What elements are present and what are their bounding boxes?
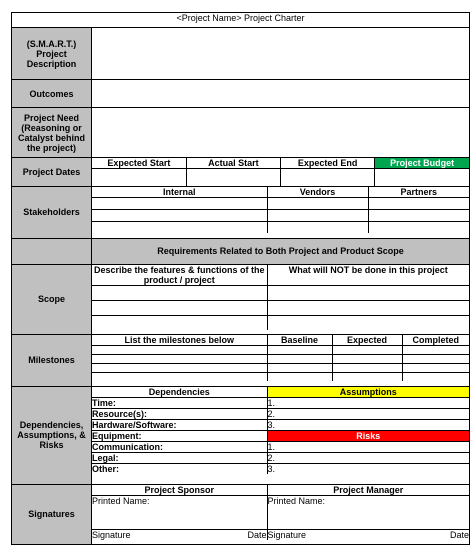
assumption-item[interactable]: 1. [267,397,469,408]
dependencies-header: Dependencies [92,387,267,398]
expected-header: Expected [332,335,402,346]
manager-signature-label: Signature [267,529,307,540]
scope-features-header: Describe the features & functions of the product / project [92,265,267,286]
milestone-cell[interactable] [267,345,332,354]
label-scope: Scope [12,264,92,334]
stakeholders-grid [92,187,469,234]
project-sponsor-header: Project Sponsor [92,485,267,496]
milestone-cell[interactable] [332,345,402,354]
manager-signature-line[interactable] [267,529,469,540]
charter-table [11,12,470,545]
milestone-cell[interactable] [267,363,332,372]
internal-header: Internal [92,187,267,198]
milestone-cell[interactable] [92,354,267,363]
sponsor-printed-name-field[interactable] [92,495,267,529]
dependency-legal: Legal: [92,452,267,463]
dependency-other: Other: [92,463,267,474]
milestone-cell[interactable] [402,372,469,381]
risk-item[interactable]: 3. [267,463,469,474]
scope-grid [92,265,469,331]
scope-cell[interactable] [267,300,469,315]
scope-cell[interactable] [267,315,469,330]
stakeholder-cell[interactable] [368,221,469,233]
label-smart: (S.M.A.R.T.) Project Description [12,28,92,80]
manager-printed-name-field[interactable] [267,495,469,529]
expected-end-field[interactable] [281,169,375,186]
scope-cell[interactable] [92,300,267,315]
milestone-cell[interactable] [267,354,332,363]
sponsor-date-label: Date [247,529,267,540]
label-milestones: Milestones [12,334,92,386]
project-manager-header: Project Manager [267,485,469,496]
risk-item[interactable]: 2. [267,452,469,463]
project-budget-field[interactable] [375,169,469,186]
dar-grid [92,387,469,474]
stakeholder-cell[interactable] [267,221,368,233]
dependency-resources: Resource(s): [92,408,267,419]
baseline-header: Baseline [267,335,332,346]
stakeholder-cell[interactable] [368,209,469,221]
milestone-cell[interactable] [267,372,332,381]
milestone-cell[interactable] [402,345,469,354]
stakeholder-cell[interactable] [92,209,267,221]
assumption-item[interactable]: 2. [267,408,469,419]
sponsor-signature-line[interactable] [92,529,267,540]
risk-item[interactable]: 1. [267,441,469,452]
scope-exclusions-header: What will NOT be done in this project [267,265,469,286]
scope-cell[interactable] [92,285,267,300]
manager-date-label: Date [449,529,469,540]
risks-header: Risks [267,430,469,441]
label-stakeholders: Stakeholders [12,186,92,238]
stakeholder-cell[interactable] [92,221,267,233]
completed-header: Completed [402,335,469,346]
milestone-cell[interactable] [92,372,267,381]
milestone-cell[interactable] [332,354,402,363]
dependency-hardware-software: Hardware/Software: [92,419,267,430]
label-signatures: Signatures [12,484,92,544]
dates-grid [92,158,469,186]
stakeholder-cell[interactable] [267,209,368,221]
label-dependencies-assumptions-risks: Dependencies, Assumptions, & Risks [12,386,92,484]
milestones-list-header: List the milestones below [92,335,267,346]
expected-start-field[interactable] [92,169,186,186]
project-need-field[interactable] [92,108,470,158]
label-outcomes: Outcomes [12,80,92,108]
milestone-cell[interactable] [92,345,267,354]
actual-start-header: Actual Start [186,158,280,169]
scope-cell[interactable] [267,285,469,300]
label-project-dates: Project Dates [12,158,92,187]
milestone-cell[interactable] [92,363,267,372]
charter-title: <Project Name> Project Charter [12,13,470,28]
milestones-grid [92,335,469,381]
scope-cell[interactable] [92,315,267,330]
label-project-need: Project Need (Reasoning or Catalyst behind the project) [12,108,92,158]
stakeholder-cell[interactable] [368,197,469,209]
assumption-item[interactable]: 3. [267,419,469,430]
milestone-cell[interactable] [402,354,469,363]
expected-start-header: Expected Start [92,158,186,169]
requirements-banner: Requirements Related to Both Project and Product Scope [92,238,470,264]
assumptions-header: Assumptions [267,387,469,398]
milestone-cell[interactable] [332,363,402,372]
partners-header: Partners [368,187,469,198]
vendors-header: Vendors [267,187,368,198]
stakeholder-cell[interactable] [92,197,267,209]
actual-start-field[interactable] [186,169,280,186]
expected-end-header: Expected End [281,158,375,169]
stakeholder-cell[interactable] [267,197,368,209]
dependency-communication: Communication: [92,441,267,452]
project-budget-header: Project Budget [375,158,469,169]
dependency-time: Time: [92,397,267,408]
milestone-cell[interactable] [332,372,402,381]
project-charter-sheet [11,12,469,545]
milestone-cell[interactable] [402,363,469,372]
signatures-grid [92,485,469,540]
dependency-equipment: Equipment: [92,430,267,441]
manager-printed-name-label: Printed Name: [267,495,326,506]
requirements-label-spacer [12,238,92,264]
outcomes-field[interactable] [92,80,470,108]
sponsor-printed-name-label: Printed Name: [92,495,150,506]
smart-field[interactable] [92,28,470,80]
sponsor-signature-label: Signature [92,529,131,540]
